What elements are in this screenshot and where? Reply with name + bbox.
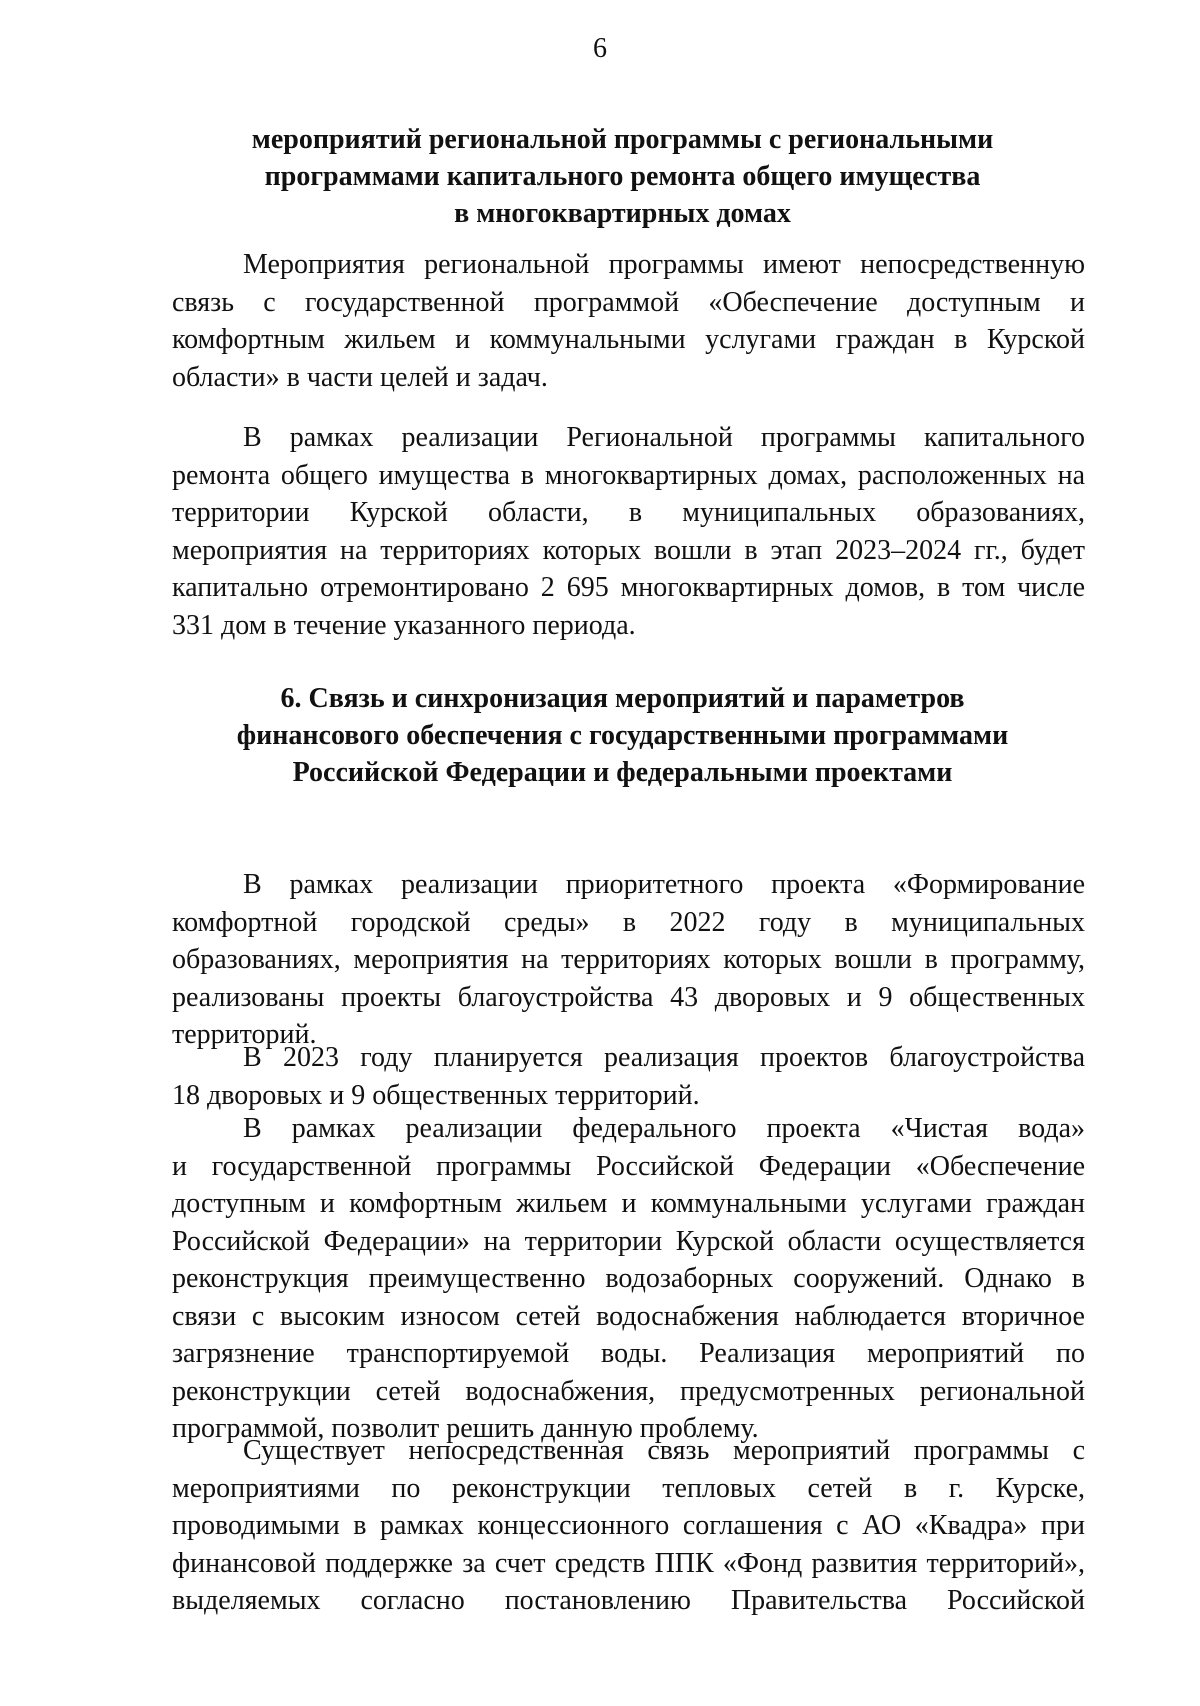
section-6-heading <box>160 680 1085 791</box>
text-line: Существует непосредственная связь мероприятий программы с <box>243 1435 1085 1466</box>
text-line: 331 дом в течение указанного периода. <box>172 609 636 641</box>
text-line: 18 дворовых и 9 общественных территорий. <box>172 1079 700 1111</box>
heading-line: Российской Федерации и федеральными проектами <box>292 757 953 788</box>
heading-line: финансового обеспечения с государственными программами <box>236 720 1009 751</box>
text-line: Российской Федерации» на территории Курской области осуществляется <box>172 1225 1085 1257</box>
text-line: реконструкция преимущественно водозаборных сооружений. Однако в <box>172 1263 1085 1294</box>
text-line: финансовой поддержке за счет средств ППК «Фонд развития территорий», <box>172 1547 1085 1579</box>
text-line: территорий. <box>172 1019 317 1050</box>
heading-line: в многоквартирных домах <box>454 198 791 229</box>
text-line: территории Курской области, в муниципальных образованиях, <box>172 497 1085 528</box>
text-line: комфортным жильем и коммунальными услугами граждан в Курской <box>172 324 1085 355</box>
text-line: комфортной городской среды» в 2022 году в муниципальных <box>172 906 1085 938</box>
paragraph-program-link <box>172 246 1085 396</box>
paragraph-clean-water <box>172 1110 1085 1448</box>
paragraph-2023-plans <box>172 1039 1085 1114</box>
text-line: В рамках реализации приоритетного проекта «Формирование <box>243 869 1085 900</box>
text-line: капитально отремонтировано 2 695 многоквартирных домов, в том числе <box>172 572 1085 603</box>
text-line: ремонта общего имущества в многоквартирных домах, расположенных на <box>172 459 1085 491</box>
paragraph-heating-networks <box>172 1432 1085 1620</box>
text-line: В рамках реализации Региональной программы капитального <box>243 422 1085 453</box>
text-line: связи с высоким износом сетей водоснабжения наблюдается вторичное <box>172 1300 1085 1332</box>
text-line: В 2023 году планируется реализация проектов благоустройства <box>243 1042 1085 1073</box>
section-heading-continued <box>160 121 1085 232</box>
text-line: реализованы проекты благоустройства 43 дворовых и 9 общественных <box>172 981 1085 1013</box>
page-number: 6 <box>593 33 607 64</box>
heading-line: программами капитального ремонта общего имущества <box>264 161 981 192</box>
text-line: области» в части целей и задач. <box>172 361 548 393</box>
text-line: образованиях, мероприятия на территориях которых вошли в программу, <box>172 944 1085 975</box>
text-line: проводимыми в рамках концессионного соглашения с АО «Квадра» при <box>172 1510 1085 1541</box>
text-line: связь с государственной программой «Обеспечение доступным и <box>172 286 1085 318</box>
text-line: Мероприятия региональной программы имеют непосредственную <box>243 249 1085 280</box>
text-line: программой, позволит решить данную проблему. <box>172 1413 759 1444</box>
paragraph-urban-environment <box>172 866 1085 1054</box>
text-line: В рамках реализации федерального проекта «Чистая вода» <box>243 1113 1085 1144</box>
text-line: загрязнение транспортируемой воды. Реализация мероприятий по <box>172 1338 1085 1369</box>
heading-line: 6. Связь и синхронизация мероприятий и параметров <box>280 683 965 714</box>
text-line: доступным и комфортным жильем и коммунальными услугами граждан <box>172 1188 1085 1219</box>
heading-line: мероприятий региональной программы с региональными <box>251 124 994 155</box>
text-line: мероприятия на территориях которых вошли в этап 2023–2024 гг., будет <box>172 534 1085 566</box>
text-line: и государственной программы Российской Федерации «Обеспечение <box>172 1150 1085 1182</box>
text-line: выделяемых согласно постановлению Правительства Российской <box>172 1585 1085 1616</box>
paragraph-capital-repair <box>172 419 1085 644</box>
text-line: мероприятиями по реконструкции тепловых сетей в г. Курске, <box>172 1472 1085 1504</box>
text-line: реконструкции сетей водоснабжения, предусмотренных региональной <box>172 1375 1085 1407</box>
